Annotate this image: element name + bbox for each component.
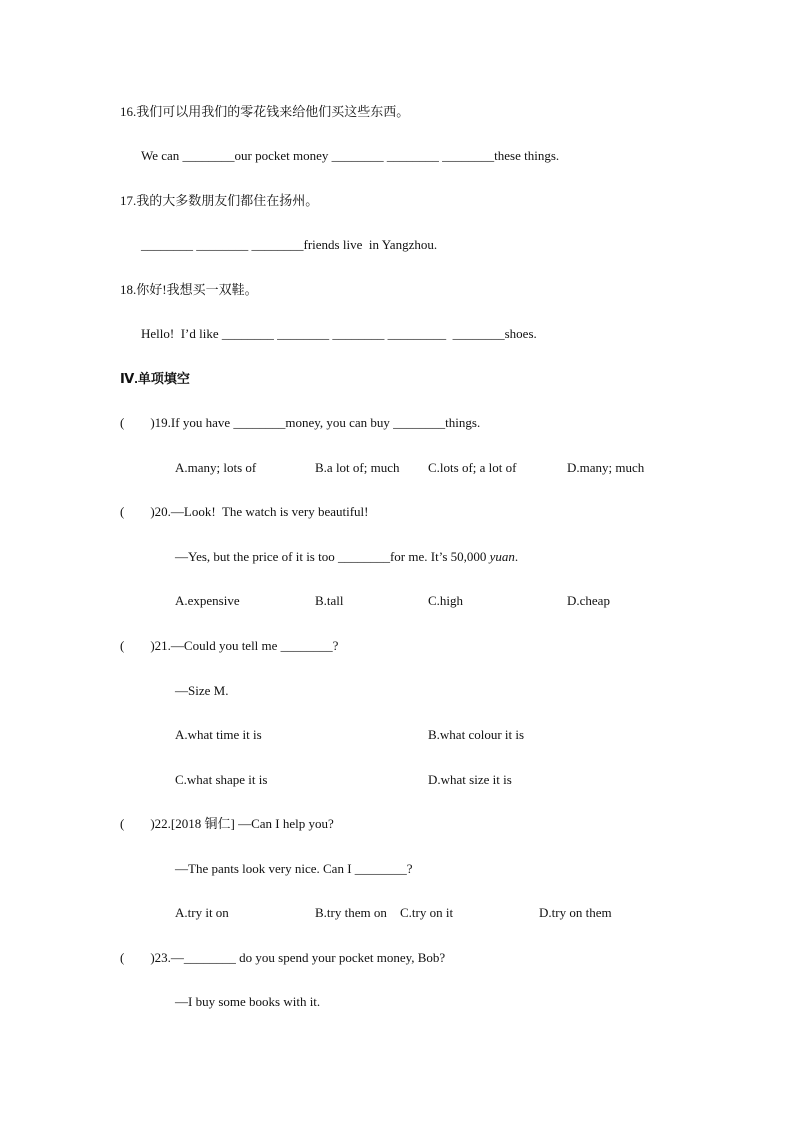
- q21-option-b: B.what colour it is: [428, 727, 525, 742]
- q20-option-a: A.expensive: [175, 593, 240, 608]
- q19-stem: ( )19.If you have ________money, you can buy ________things.: [120, 415, 481, 430]
- q22-option-b: B.try them on: [315, 905, 387, 920]
- q21-reply: —Size M.: [175, 683, 229, 698]
- q19-option-c: C.lots of; a lot of: [428, 460, 517, 475]
- q21-option-c: C.what shape it is: [175, 772, 268, 787]
- q19-option-d: D.many; much: [567, 460, 645, 475]
- q18-english: Hello! I’d like ________ ________ ________ _________ ________shoes.: [141, 326, 537, 341]
- q18-chinese: 18.你好!我想买一双鞋。: [120, 282, 258, 297]
- q17-english: ________ ________ ________friends live in Yangzhou.: [141, 237, 438, 252]
- q19-option-a: A.many; lots of: [175, 460, 257, 475]
- q17-chinese: 17.我的大多数朋友们都住在扬州。: [120, 193, 319, 208]
- q20-option-c: C.high: [428, 593, 464, 608]
- q22-option-d: D.try on them: [539, 905, 612, 920]
- q23-stem: ( )23.—________ do you spend your pocket money, Bob?: [120, 950, 446, 965]
- q20-reply-after: .: [514, 549, 519, 564]
- q22-option-a: A.try it on: [175, 905, 229, 920]
- q20-reply: [175, 549, 518, 565]
- q20-option-b: B.tall: [315, 593, 344, 608]
- q22-reply: —The pants look very nice. Can I ________?: [175, 861, 413, 876]
- q19-option-b: B.a lot of; much: [315, 460, 400, 475]
- q22-option-c: C.try on it: [400, 905, 454, 920]
- q16-english: We can ________our pocket money ________ ________ ________these things.: [141, 148, 560, 163]
- q23-reply: —I buy some books with it.: [175, 994, 321, 1009]
- q20-reply-before: —Yes, but the price of it is too ________for me. It’s 50,000: [175, 549, 490, 564]
- q20-stem: ( )20.—Look! The watch is very beautiful!: [120, 504, 369, 519]
- q22-stem: ( )22.[2018 铜仁] —Can I help you?: [120, 816, 334, 831]
- q16-chinese: 16.我们可以用我们的零花钱来给他们买这些东西。: [120, 104, 410, 119]
- q20-option-d: D.cheap: [567, 593, 610, 608]
- q21-option-a: A.what time it is: [175, 727, 262, 742]
- q20-reply-italic: yuan: [489, 549, 515, 564]
- q21-stem: ( )21.—Could you tell me ________?: [120, 638, 339, 653]
- section-title: Ⅳ.单项填空: [120, 371, 190, 386]
- q21-option-d: D.what size it is: [428, 772, 512, 787]
